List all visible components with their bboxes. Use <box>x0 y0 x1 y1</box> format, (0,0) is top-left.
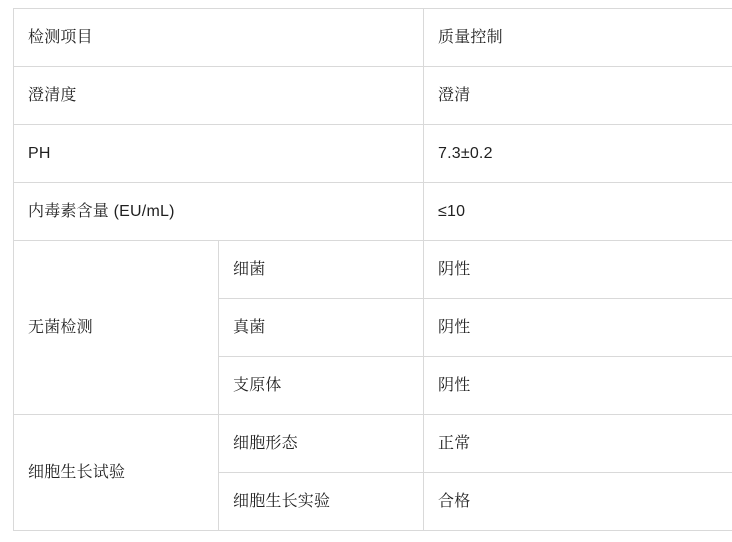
subrow-value: 阴性 <box>424 241 732 299</box>
row-value: 澄清 <box>424 67 732 125</box>
row-value: 7.3±0.2 <box>424 125 732 183</box>
quality-control-table <box>13 8 732 531</box>
group-label-cell-growth: 细胞生长试验 <box>14 415 219 531</box>
subrow-value: 合格 <box>424 473 732 531</box>
subrow-value: 正常 <box>424 415 732 473</box>
table-row <box>14 241 732 299</box>
subrow-label: 细菌 <box>219 241 424 299</box>
group-label-sterility: 无菌检测 <box>14 241 219 415</box>
table-row <box>14 183 732 241</box>
row-label: PH <box>14 125 424 183</box>
subrow-value: 阴性 <box>424 299 732 357</box>
subrow-label: 真菌 <box>219 299 424 357</box>
row-value: ≤10 <box>424 183 732 241</box>
subrow-label: 细胞形态 <box>219 415 424 473</box>
subrow-label: 支原体 <box>219 357 424 415</box>
table-row <box>14 125 732 183</box>
table-row <box>14 67 732 125</box>
table-header-item: 检测项目 <box>14 9 424 67</box>
table-body <box>14 9 732 531</box>
row-label: 澄清度 <box>14 67 424 125</box>
document-page <box>0 8 732 542</box>
subrow-value: 阴性 <box>424 357 732 415</box>
table-header-value: 质量控制 <box>424 9 732 67</box>
table-row <box>14 415 732 473</box>
row-label: 内毒素含量 (EU/mL) <box>14 183 424 241</box>
subrow-label: 细胞生长实验 <box>219 473 424 531</box>
table-row <box>14 9 732 67</box>
